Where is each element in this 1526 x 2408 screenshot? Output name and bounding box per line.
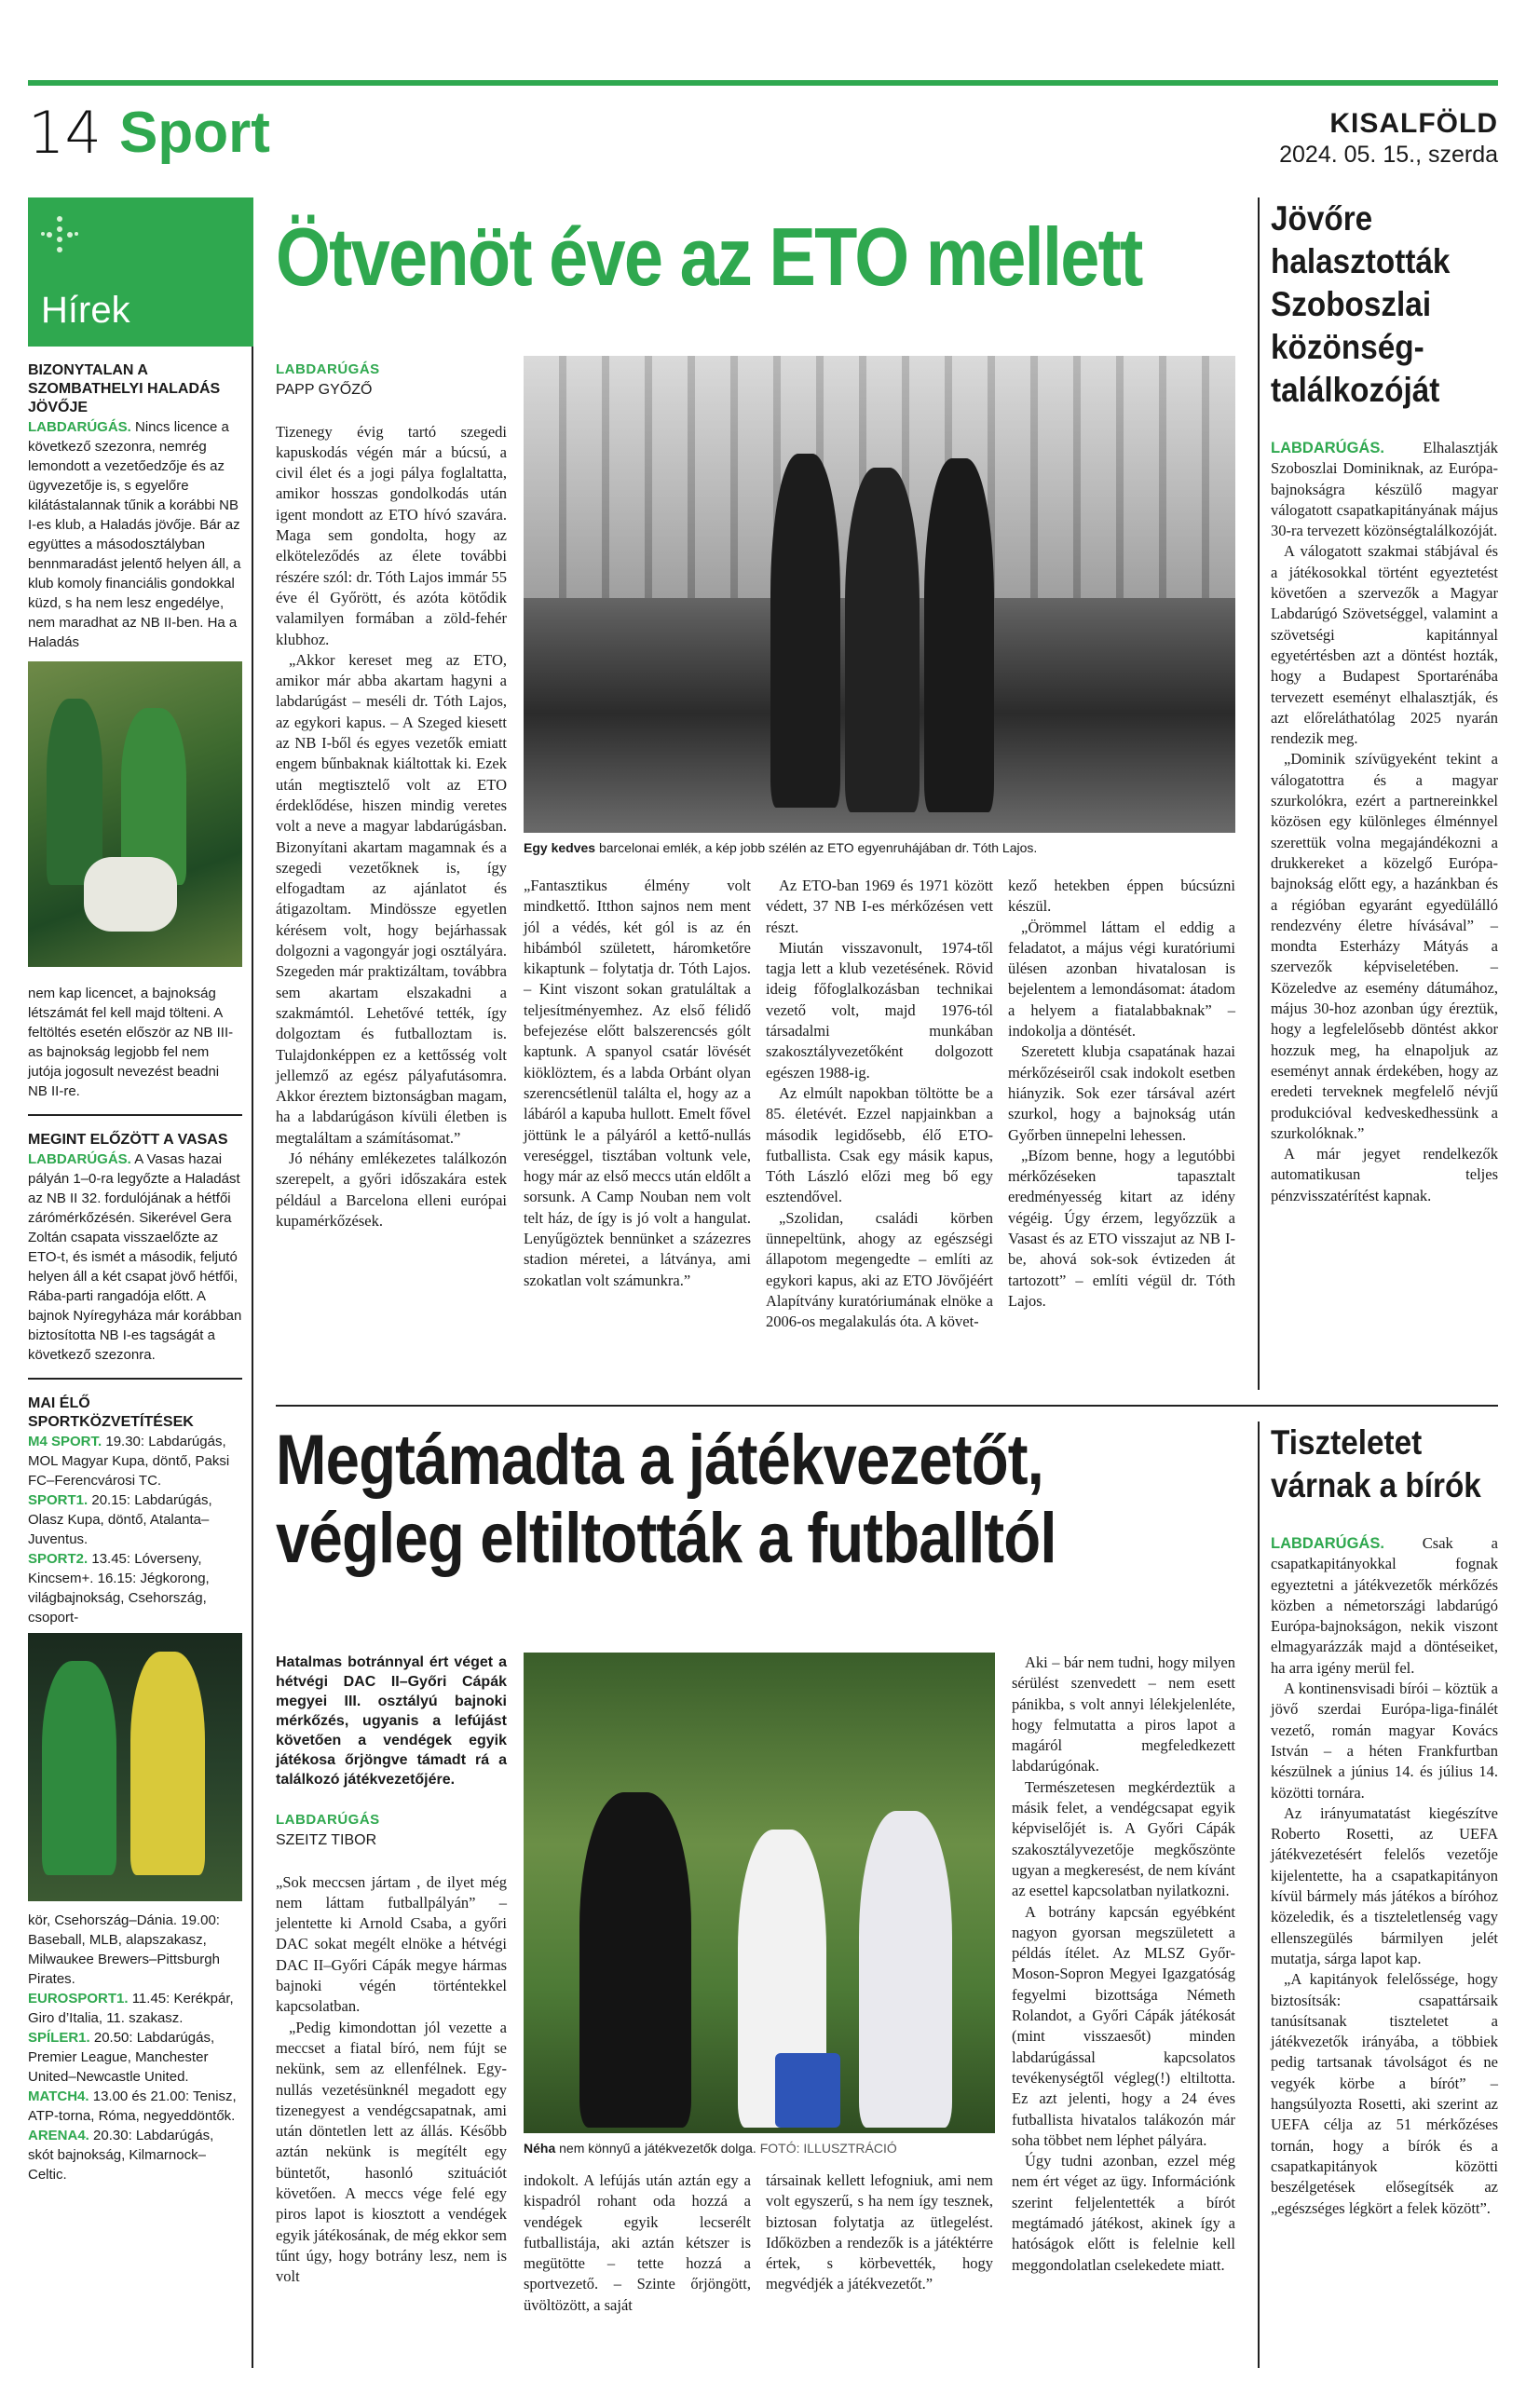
- paragraph: Az elmúlt napokban töltötte be a 85. életévét. Ezzel napjainkban a második legidősebb, élő ETO-futballista. Csak egy másik kapus, Tóth László előzi meg bő egy esztendővel.: [766, 1083, 993, 1206]
- hirek-box: [28, 197, 253, 347]
- article-kicker: LABDARÚGÁS: [276, 361, 380, 377]
- hockey-photo: [28, 1633, 242, 1901]
- listing: 19.30: Labdarúgás, MOL Magyar Kupa, döntő, Paksi FC–Ferencvárosi TC.: [28, 1434, 230, 1489]
- caption-text: barcelonai emlék, a kép jobb szélén az ETO egyenruhájában dr. Tóth Lajos.: [595, 840, 1038, 855]
- channel: M4 SPORT.: [28, 1434, 102, 1449]
- bottom-col-2: [524, 2170, 751, 2316]
- paragraph: Jó néhány emlékezetes találkozón szerepelt, a győri időszakára estek például a Barcelona elleni európai kupamérkőzések.: [276, 1149, 507, 1230]
- tv-listings: [28, 1432, 242, 1627]
- channel: MATCH4.: [28, 2088, 89, 2104]
- section-divider: [276, 1405, 1498, 1407]
- paragraph: Tizenegy évig tartó szegedi kapuskodás végén már a búcsú, a civil élet és a jogi pálya foglaltatta, amikor hosszas gondolkodás után igent mondott az ETO hívó szavára. Maga sem gondolta, hogy az elköteleződés az élete további részére szól: dr. Tóth Lajos immár 55 éve él Győrött, és azóta kötődik valamilyen formában a zöld-fehér klubhoz.: [276, 422, 507, 648]
- bottom-col-2b: [766, 2170, 993, 2295]
- brief-text: [28, 417, 242, 652]
- paragraph: Szeretett klubja csapatának hazai mérkőzéseiről csak indokolt esetben hiányzik. Sok ezer társával azért szurkol, hogy a bajnokság után Győrben ünnepelni lehessen.: [1008, 1042, 1235, 1144]
- bottom-headline: Megtámadta a játékvezetőt, végleg eltiltották a futballtól: [276, 1421, 1056, 1578]
- brief-body: Nincs licence a következő szezonra, nemrég lemondott a vezetőedzője és az ügyvezetője is, s egyelőre kilátástalannak tűnik a korábbi NB I-es klub, a Haladás jövője. Bár az együttes a másodosztályban bennmaradást jelentő helyen áll, a klub komoly financiális gondokkal küzd, s ha nem lesz engedélye, nem maradhat az NB II-ben. Ha a Haladás: [28, 419, 241, 650]
- paragraph: A válogatott szakmai stábjával és a játékosokkal történt egyeztetést követően a szervezők a Magyar Labdarúgó Szövetséggel, valamint a szövetségi kapitánnyal egyetértésben azt a döntést hozták, hogy a Budapest Sportarénába tervezett eseményt elhalasztják, és azt előreláthatólag 2025 nyarán rendezik meg.: [1271, 542, 1498, 748]
- top-rule: [28, 80, 1498, 86]
- photo-caption: [524, 2141, 995, 2156]
- paragraph: Természetesen megkérdeztük a másik felet, a vendégcsapat egyik képviselőjét is. A Győri Cápák szakosztályvezetője megkőszönte ugyan a megkeresést, de nem kívánt az esettel kapcsolatban nyilatkozni.: [1012, 1777, 1235, 1900]
- article-lead: Hatalmas botránnyal ért véget a hétvégi DAC II–Győri Cápák megyei III. osztályú bajnoki mérkőzés, ugyanis a lefújást követően a vendégek egyik játékosa őrjöngve támadt rá a találkozó játékvezetőjére.: [276, 1654, 507, 1788]
- masthead: KISALFÖLD: [1329, 108, 1498, 139]
- caption-text: nem könnyű a játékvezetők dolga.: [555, 2141, 760, 2156]
- paragraph: társainak kellett lefogniuk, ami nem volt egyszerű, s ha nem így tesznek, biztosan folytatja az ütlegelést. Időközben a rendezők is a játéktérre értek, s körbevették, hogy megvédjék a játékvezetőt.”: [766, 2171, 993, 2293]
- paragraph: kező hetekben éppen búcsúzni készül.: [1008, 877, 1235, 916]
- listing: 13.00 és 21.00: Tenisz, ATP-torna, Róma, negyeddöntők.: [28, 2088, 237, 2124]
- bottom-col-1: [276, 1653, 507, 2288]
- hirek-label: Hírek: [41, 290, 130, 331]
- side-headline: Jövőre halasztották Szoboszlai közönség-találkozóját: [1271, 199, 1451, 409]
- paragraph: „Fantasztikus élmény volt mindkettő. Itthon sajnos nem ment jól a védés, két gól is az én hibámból született, háromketőre kikaptunk – folytatja dr. Tóth Lajos. – Kint viszont sokan gratuláltak a teljesítményemhez. Az első félidő befejezése előtt balszerencsés gólt kaptunk. A spanyol csatár lövését kiöklöztem, és a labda Orbánt olyan szerencsétlenül találta el, hogy az a lábáról a kapuba hullott. Emelt fővel jöttünk le a pályáról a kettő-nullás vereséggel, tisztában voltunk vele, hogy már az első meccs után eldőlt a sorsunk. A Camp Nouban nem volt telt ház, de így is jó volt a hangulat. Lenyűgöztek bennünket a százezres stadion méretei, a látványa, ami szokatlan volt számunkra.”: [524, 877, 751, 1289]
- brief-body-cont: nem kap licencet, a bajnokság létszámát fel kell majd tölteni. A feltöltés esetén először az NB III-as bajnokság legjobb fel nem jutója jogosult nevezést beadni NB II-re.: [28, 986, 234, 1099]
- brief-title: BIZONYTALAN A SZOMBATHELYI HALADÁS JÖVŐJE: [28, 362, 221, 415]
- tv-listings-cont: [28, 1911, 242, 2184]
- hirek-dots-icon: [41, 216, 78, 253]
- paragraph: Az ETO-ban 1969 és 1971 között védett, 37 NB I-es mérkőzésen vett részt.: [766, 877, 993, 936]
- brief-title: MEGINT ELŐZÖTT A VASAS: [28, 1132, 228, 1148]
- paragraph: „Sok meccsen jártam , de ilyet még nem láttam futballpályán” – jelentette ki Arnold Csaba, a győri DAC sokat megélt elnöke a hétvégi DAC II–Győri Cápák megye hármas bajnoki végén történtekkel kapcsolatban.: [276, 1872, 507, 2016]
- paragraph: Úgy tudni azonban, ezzel még nem ért véget az ügy. Információnk szerint feljelentették a bírót megtámadó játékost, akinek így a hatóságok előtt is felelnie kell meggondolatlan cselekedete miatt.: [1012, 2152, 1235, 2274]
- issue-date: 2024. 05. 15., szerda: [1279, 142, 1498, 168]
- main-col-3: [766, 876, 993, 1333]
- article-author: SZEITZ TIBOR: [276, 1832, 377, 1849]
- brief-kicker: LABDARÚGÁS.: [28, 1151, 131, 1167]
- listing: 13.45: Lóverseny, Kincsem+. 16.15: Jégkorong, világbajnokság, Csehország, csoport-: [28, 1551, 210, 1626]
- caption-lead: Egy kedves: [524, 840, 596, 855]
- paragraph: Miután visszavonult, 1974-től tagja lett a klub vezetésének. Rövid ideig főfoglalkozásban technikai vezető volt, majd 1976-tól társadalmi munkában szakosztályvezetőként dolgozott egészen 1988-ig.: [766, 938, 993, 1082]
- channel: SPORT2.: [28, 1551, 89, 1567]
- section-title: Sport: [119, 101, 270, 165]
- brief-body: A Vasas hazai pályán 1–0-ra legyőzte a Haladást az NB II 32. fordulójának a hétfői zárómérkőzésén. Sikerével Gera Zoltán csapata visszaelőzte az ETO-t, és ismét a második, feljutó helyen áll a két csapat jövő hétfői, Rába-parti rangadója előtt. A bajnok Nyíregyháza már korábban biztosította NB I-es tagságát a következő szezonra.: [28, 1151, 242, 1363]
- listing: 20.50: Labdarúgás, Premier League, Manchester United–Newcastle United.: [28, 2030, 215, 2085]
- paragraph: indokolt. A lefújás után aztán egy a kispadról rohant oda hozzá a vendégek egyik lecserélt futballistája, aki aztán kétszer is megütötte – tette hozzá a sportvezető. – Szinte őrjöngött, üvöltözött, a saját: [524, 2171, 751, 2314]
- paragraph: „A kapitányok felelőssége, hogy biztosítsák: csapattársaik tanúsítsanak tiszteletet a játékvezetők irányába, a többiek pedig tartsanak távolságot és ne vegyék körbe a bírót” – hangsúlyozta Rosetti, aki szerint az UEFA célja az 51 mérkőzéses tornán, hogy a bírók és a csapatkapitányok közötti beszélgetések elősegítsék az „egészséges légkört a felek között”.: [1271, 1970, 1498, 2217]
- side-kicker: LABDARÚGÁS.: [1271, 440, 1384, 456]
- paragraph: „Dominik szívügyeként tekint a válogatottra és a magyar szurkolókra, ezért a partnereinkkel közösen egy különleges élménnyel szerettük volna megajándékozni a drukkereket a közelgő Európa-bajnokság előtt egy, a hazánkban és a régióban egyaránt egyedülálló rendezvény életre hívásával” – mondta Esterházy Mátyás a szervezők képviseletében. – Közeledve az esemény dátumához, május 30-hoz azonban úgy éreztük, hogy a legfelelősebb döntést akkor hozzuk meg, ha elnapoljuk az eseményt annak érdekében, hogy az eredeti terveknek megfelelő névjű produkcióval kedveskedhessünk a szurkolóknak.”: [1271, 750, 1498, 1142]
- listing: 20.15: Labdarúgás, Olasz Kupa, döntő, Atalanta–Juventus.: [28, 1492, 212, 1547]
- paragraph: A kontinensvisadi bírói – köztük a jövő szerdai Európa-liga-finálét vezető, román magyar Kovács István – a héten Frankfurtban készülnek a június 14. és július 14. közötti tornára.: [1271, 1680, 1498, 1802]
- divider: [28, 1378, 242, 1380]
- main-headline: Ötvenöt éve az ETO mellett: [276, 211, 1142, 303]
- paragraph: „Akkor kereset meg az ETO, amikor már abba akartam hagyni a labdarúgást – meséli dr. Tóth Lajos, az egykori kapus. – A Szeged kiesett az NB I-ből és egyes vezetők emiatt engem bűnbaknak kiáltottak ki. Ezek után megtisztelő volt az ETO érdeklődése, hiszen mindig veretes volt a neve a magyar labdarúgásban. Bizonyítani akartam magamnak és a szegedi vezetőknek is, így elfogadtam az ajánlatot és átigazoltam. Mindössze egyetlen kérésem volt, hogy bejárhassak dolgozni a vagongyár jogi osztályára. Szegeden már praktizáltam, továbbra sem akartam elszakadni a szakmámtól. Lehetővé tették, így dolgoztam és futballoztam is. Tulajdonképpen ez a kettősség volt jellemző az egész pályafutásomra. Akkor éreztem biztonságban magam, ha a labdarúgáson kívüli életben is megtaláltam a számításomat.”: [276, 650, 507, 1147]
- paragraph: A botrány kapcsán egyébként nagyon gyorsan megszületett a példás ítélet. Az MLSZ Győr-Moson-Sopron Megyei Igazgatóság fegyelmi bizottsága Németh Rolandot, a Győri Cápák játékosát (mint visszaesőt) minden labdarúgással kapcsolatos tevékenységtől végleg(!) eltiltotta. Ez azt jelenti, hogy a 24 éves futballista hivatalos talákozón már soha többet nem léphet pályára.: [1012, 1902, 1235, 2149]
- brief-title: MAI ÉLŐ SPORTKÖZVETÍTÉSEK: [28, 1395, 194, 1430]
- player-figure: [42, 1661, 116, 1875]
- barcelona-photo: [524, 356, 1235, 833]
- channel: EUROSPORT1.: [28, 1991, 129, 2007]
- side-kicker: LABDARÚGÁS.: [1271, 1535, 1384, 1552]
- article-author: PAPP GYŐZŐ: [276, 382, 373, 399]
- main-col-4: [1008, 876, 1235, 1312]
- paragraph: „Pedig kimondottan jól vezette a meccset a fiatal bíró, nem fújt se nekünk, sem az ellenfélnek. Egy-nullás vezetésünknél megadott egy tizenegyest a vendégcsapatnak, ami után döntetlen lett az állás. Később aztán nekünk is megítélt egy büntetőt, hasonló szituációt követően. A meccs vége felé egy piros lapot is kiosztott a vendégek egyik játékosának, de még ekkor sem tűnt úgy, hogy botrány lesz, nem is volt: [276, 2018, 507, 2286]
- channel: ARENA4.: [28, 2128, 89, 2143]
- haladas-match-photo: [28, 661, 242, 967]
- side-article: [1271, 438, 1498, 1206]
- listing: 11.45: Kerékpár, Giro d’Italia, 11. szakasz.: [28, 1991, 234, 2026]
- side-headline: Tiszteletet várnak a bírók: [1271, 1423, 1481, 1504]
- main-col-1: [276, 360, 507, 1231]
- person-figure: [770, 454, 840, 808]
- person-figure: [924, 458, 994, 812]
- player-figure: [84, 857, 177, 932]
- player-figure: [47, 699, 102, 885]
- divider: [28, 1114, 242, 1116]
- paragraph: „Bízom benne, hogy a legutóbbi mérkőzéseken tapasztalt eredményesség kitart az idény végéig. Úgy érzem, legyőzzük a Vasast és az ETO visszajut az NB I-be, ahová sok-sok évtizeden át tartozott” – említi végül dr. Tóth Lajos.: [1008, 1146, 1235, 1310]
- referee-photo: [524, 1653, 995, 2133]
- bottom-col-3-top: [1012, 1653, 1235, 2276]
- photo-caption: [524, 840, 1235, 855]
- paragraph: Aki – bár nem tudni, hogy milyen sérülést szenvedett – nem esett pánikba, s volt annyi lélekjelenléte, hogy felmutatta a piros lapot a magáról megfeledkezett labdarúgónak.: [1012, 1653, 1235, 1775]
- article-kicker: LABDARÚGÁS: [276, 1812, 380, 1828]
- paragraph: A már jegyet rendelkezők automatikusan teljes pénzvisszatérítést kapnak.: [1271, 1145, 1498, 1204]
- side-article: [1271, 1533, 1498, 2219]
- channel: SPÍLER1.: [28, 2030, 90, 2046]
- listing: 20.30: Labdarúgás, skót bajnokság, Kilmarnock–Celtic.: [28, 2128, 214, 2183]
- player-shorts: [775, 2053, 840, 2128]
- photo-credit: FOTÓ: ILLUSZTRÁCIÓ: [759, 2141, 897, 2156]
- paragraph: Csak a csapatkapitányokkal fognak egyeztetni a játékvezetők mérkőzés közben a németországi labdarúgó Európa-bajnokságon, nekik viszont elmagyarázzák majd a döntéseiket, ha arra igény merül fel.: [1271, 1534, 1498, 1677]
- paragraph: „Örömmel láttam el eddig a feladatot, a május végi kuratóriumi ülésen azonban hivatalosan is bejelentem a lemondásomat: átadom a helyem a fiatalabbaknak” – indokolja a döntését.: [1008, 918, 1235, 1041]
- news-briefs-column: [28, 197, 253, 2368]
- paragraph: Az irányumatatást kiegészítve Roberto Rosetti, az UEFA játékvezetésért felelős vezetője kijelentette, ha a csapatkapitányon kívül bármely más játékos a bíróhoz közeledik, és a tiszteletlenség vagy ellenszegülés bármilyen jelét mutatja, sárga lapot kap.: [1271, 1803, 1498, 1967]
- brief-text: [28, 1150, 242, 1365]
- listing: kör, Csehország–Dánia. 19.00: Baseball, MLB, alapszakasz, Milwaukee Brewers–Pittsburgh Pirates.: [28, 1912, 220, 1987]
- paragraph: „Szolidan, családi körben ünnepeltünk, ahogy az egészségi állapotom megengedte – említi az egykori kapus, aki az ETO Jövőjéért Alapítvány kuratóriumának elnöke a 2006-os megalakulás óta. A követ-: [766, 1208, 993, 1331]
- channel: SPORT1.: [28, 1492, 89, 1508]
- person-figure: [845, 468, 920, 812]
- right-column-top: [1258, 197, 1498, 1390]
- player-figure: [859, 1811, 952, 2128]
- paragraph: Elhalasztják Szoboszlai Dominiknak, az Európa-bajnokságra készülő magyar válogatott csapatkapitányának május 30-ra tervezett közönségtalálkozóját.: [1271, 439, 1498, 540]
- player-figure: [130, 1652, 205, 1875]
- page-number: 14: [28, 99, 102, 167]
- right-column-bottom: [1258, 1422, 1498, 2368]
- main-col-2: [524, 876, 751, 1291]
- referee-figure: [579, 1792, 691, 2128]
- brief-kicker: LABDARÚGÁS.: [28, 419, 131, 435]
- caption-lead: Néha: [524, 2141, 556, 2156]
